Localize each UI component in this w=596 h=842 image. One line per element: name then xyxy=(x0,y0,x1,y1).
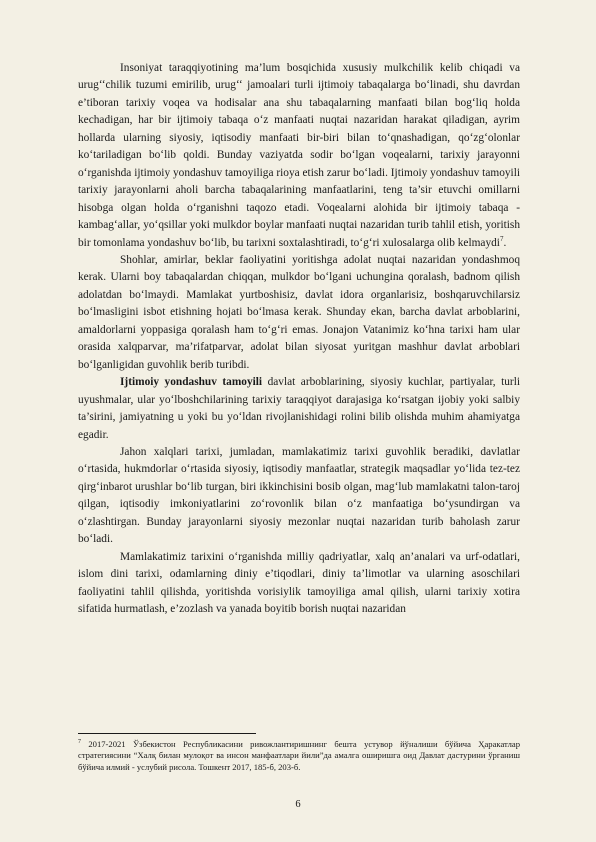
paragraph-3-bold-term: Ijtimoiy yondashuv tamoyili xyxy=(120,376,263,389)
page-number: 6 xyxy=(295,799,301,810)
paragraph-2 xyxy=(78,252,520,374)
paragraph-3-text: davlat arboblarining, siyosiy kuchlar, partiyalar, turli uyushmalar, ular yo‘lboshchilarining tarixiy taraqqiyot darajasiga ko‘rsatgan ijobiy yoki salbiy ta’sirini, jamiyatning u yoki bu yo‘ldan rivojlanishidagi rolini bilib olishda muhim ahamiyatga egadir. xyxy=(78,376,520,441)
paragraph-5 xyxy=(78,549,520,619)
paragraph-1-text: Insoniyat taraqqiyotining ma’lum bosqichida xususiy mulkchilik kelib chiqadi va urug‘‘chilik tuzumi emirilib, urug‘‘ jamoalari turli ijtimoiy tabaqalarga bo‘linadi, shu davrdan e’tiboran tarixiy voqea va hodisalar ana shu tabaqalarning manfaati bilan bog‘liq holda kechadigan, har bir ijtimoiy tabaqa o‘z manfaati nuqtai nazaridan harakat qiladigan, ayrim hollarda ularning siyosiy, iqtisodiy manfaati bir-biri bilan to‘qnashadigan, qo‘zg‘olonlar ko‘tariladigan bo‘lib qoldi. Bunday vaziyatda sodir bo‘lgan voqealarni, tarixiy jarayonni o‘rganishda ijtimoiy yondashuv tamoyiliga rioya etish zarur bo‘ladi. Ijtimoiy yondashuv tamoyili tarixiy jarayonlarni aholi barcha tabaqalarining manfaatlarini, teng ta’sir etuvchi omillarni hisobga olgan holda o‘rganishni taqozo etadi. Voqealarni alohida bir ijtimoiy tabaqa - kambag‘allar, yo‘qsillar yoki mulkdor boylar manfaati nuqtai nazaridan turib tahlil etish, yoritish bir tomonlama yondashuv bo‘lib, bu tarixni soxtalashtiradi, to‘g‘ri xulosalarga olib kelmaydi xyxy=(78,62,520,249)
paragraph-1: Insoniyat taraqqiyotining ma’lum bosqichida xususiy mulkchilik kelib chiqadi va urug‘‘chilik tuzumi emirilib, urug‘‘ jamoalari turli ijtimoiy tabaqalarga bo‘linadi, shu davrdan e’tiboran tarixiy voqea va hodisalar ana shu tabaqalarning manfaati bilan bog‘liq holda kechadigan, har bir ijtimoiy tabaqa o‘z manfaati nuqtai nazaridan harakat qiladigan, ayrim hollarda ularning siyosiy, iqtisodiy manfaati bir-biri bilan to‘qnashadigan, qo‘zg‘olonlar ko‘tariladigan bo‘lib qoldi. Bunday vaziyatda sodir bo‘lgan voqealarni, tarixiy jarayonni o‘rganishda ijtimoiy yondashuv tamoyiliga rioya etish zarur bo‘ladi. Ijtimoiy yondashuv tamoyili tarixiy jarayonlarni aholi barcha tabaqalarining manfaatlarini, teng ta’sir etuvchi omillarni hisobga olgan holda o‘rganishni taqozo etadi. Voqealarni alohida bir ijtimoiy tabaqa - kambag‘allar, yo‘qsillar yoki mulkdor boylar manfaati nuqtai nazaridan turib tahlil etish, yoritish bir tomonlama yondashuv bo‘lib, bu tarixni soxtalashtiradi, to‘g‘ri xulosalarga olib kelmaydi$^7$. xyxy=(78,62,520,249)
paragraph-4-text: Jahon xalqlari tarixi, jumladan, mamlakatimiz tarixi guvohlik beradiki, davlatlar o‘rtasida, hukmdorlar o‘rtasida siyosiy, iqtisodiy manfaatlar, strategik maqsadlar yo‘lida tez-tez qirg‘inbarot urushlar bo‘lib turgan, biri ikkinchisini bosib olgan, mag‘lub mamlakatni talon-taroj qilgan, iqtisodiy imkoniyatlarini zo‘rovonlik bilan o‘z manfaatiga bo‘ysundirgan va o‘zlashtirgan. Bunday jarayonlarni siyosiy mezonlar nuqtai nazaridan turib baholash zarur bo‘ladi. xyxy=(78,445,520,546)
paragraph-2-text: Shohlar, amirlar, beklar faoliyatini yoritishga adolat nuqtai nazaridan yondashmoq kerak. Ularni boy tabaqalardan chiqqan, mulkdor bo‘lgani uchungina qoralash, badnom qilish adolatdan bo‘lmaydi. Mamlakat yurtboshisiz, davlat idora organlarisiz, boshqaruvchilarsiz bo‘lmasligini isbot etishning hojati bo‘lmasa kerak. Shunday ekan, barcha davlat arboblarini, amaldorlarni yoppasiga qoralash ham to‘g‘ri emas. Jonajon Vatanimiz ko‘hna tarixi ham ular orasida xalqparvar, ma’rifatparvar, adolat bilan siyosat yuritgan mashhur davlat arboblari bo‘lganligidan guvohlik berib turibdi. xyxy=(78,253,520,371)
footnote-divider xyxy=(78,733,256,734)
footnote-text: 2017-2021 Ўзбекистон Республикасини ривожлантиришнинг бешта устувор йўналиши бўйича Ҳаракатлар стратегиясини “Халқ билан мулоқот ва инсон манфаатлари йили”да амалга оширишга оид Давлат дастурини ўрганиш бўйича илмий - услубий рисола. Тошкент 2017, 185-б, 203-б. xyxy=(78,739,520,772)
footnote xyxy=(78,739,520,773)
paragraph-3 xyxy=(78,374,520,444)
paragraph-4 xyxy=(78,444,520,549)
paragraph-5-text: Mamlakatimiz tarixini o‘rganishda milliy qadriyatlar, xalq an’analari va urf-odatlari, islom dini tarixi, odamlarning diniy e’tiqodlari, diniy ta’limotlar va ularning asoschilari faoliyatini tahlil qilishda, yoritishda vorisiylik tamoyiliga amal qilish, ularni tarixiy xotira sifatida hurmatlash, e’zozlash va yanada boyitib borish nuqtai nazaridan xyxy=(78,550,520,616)
footnote-number: 7 xyxy=(78,739,81,746)
footnote-reference[interactable]: 7 xyxy=(499,234,504,243)
